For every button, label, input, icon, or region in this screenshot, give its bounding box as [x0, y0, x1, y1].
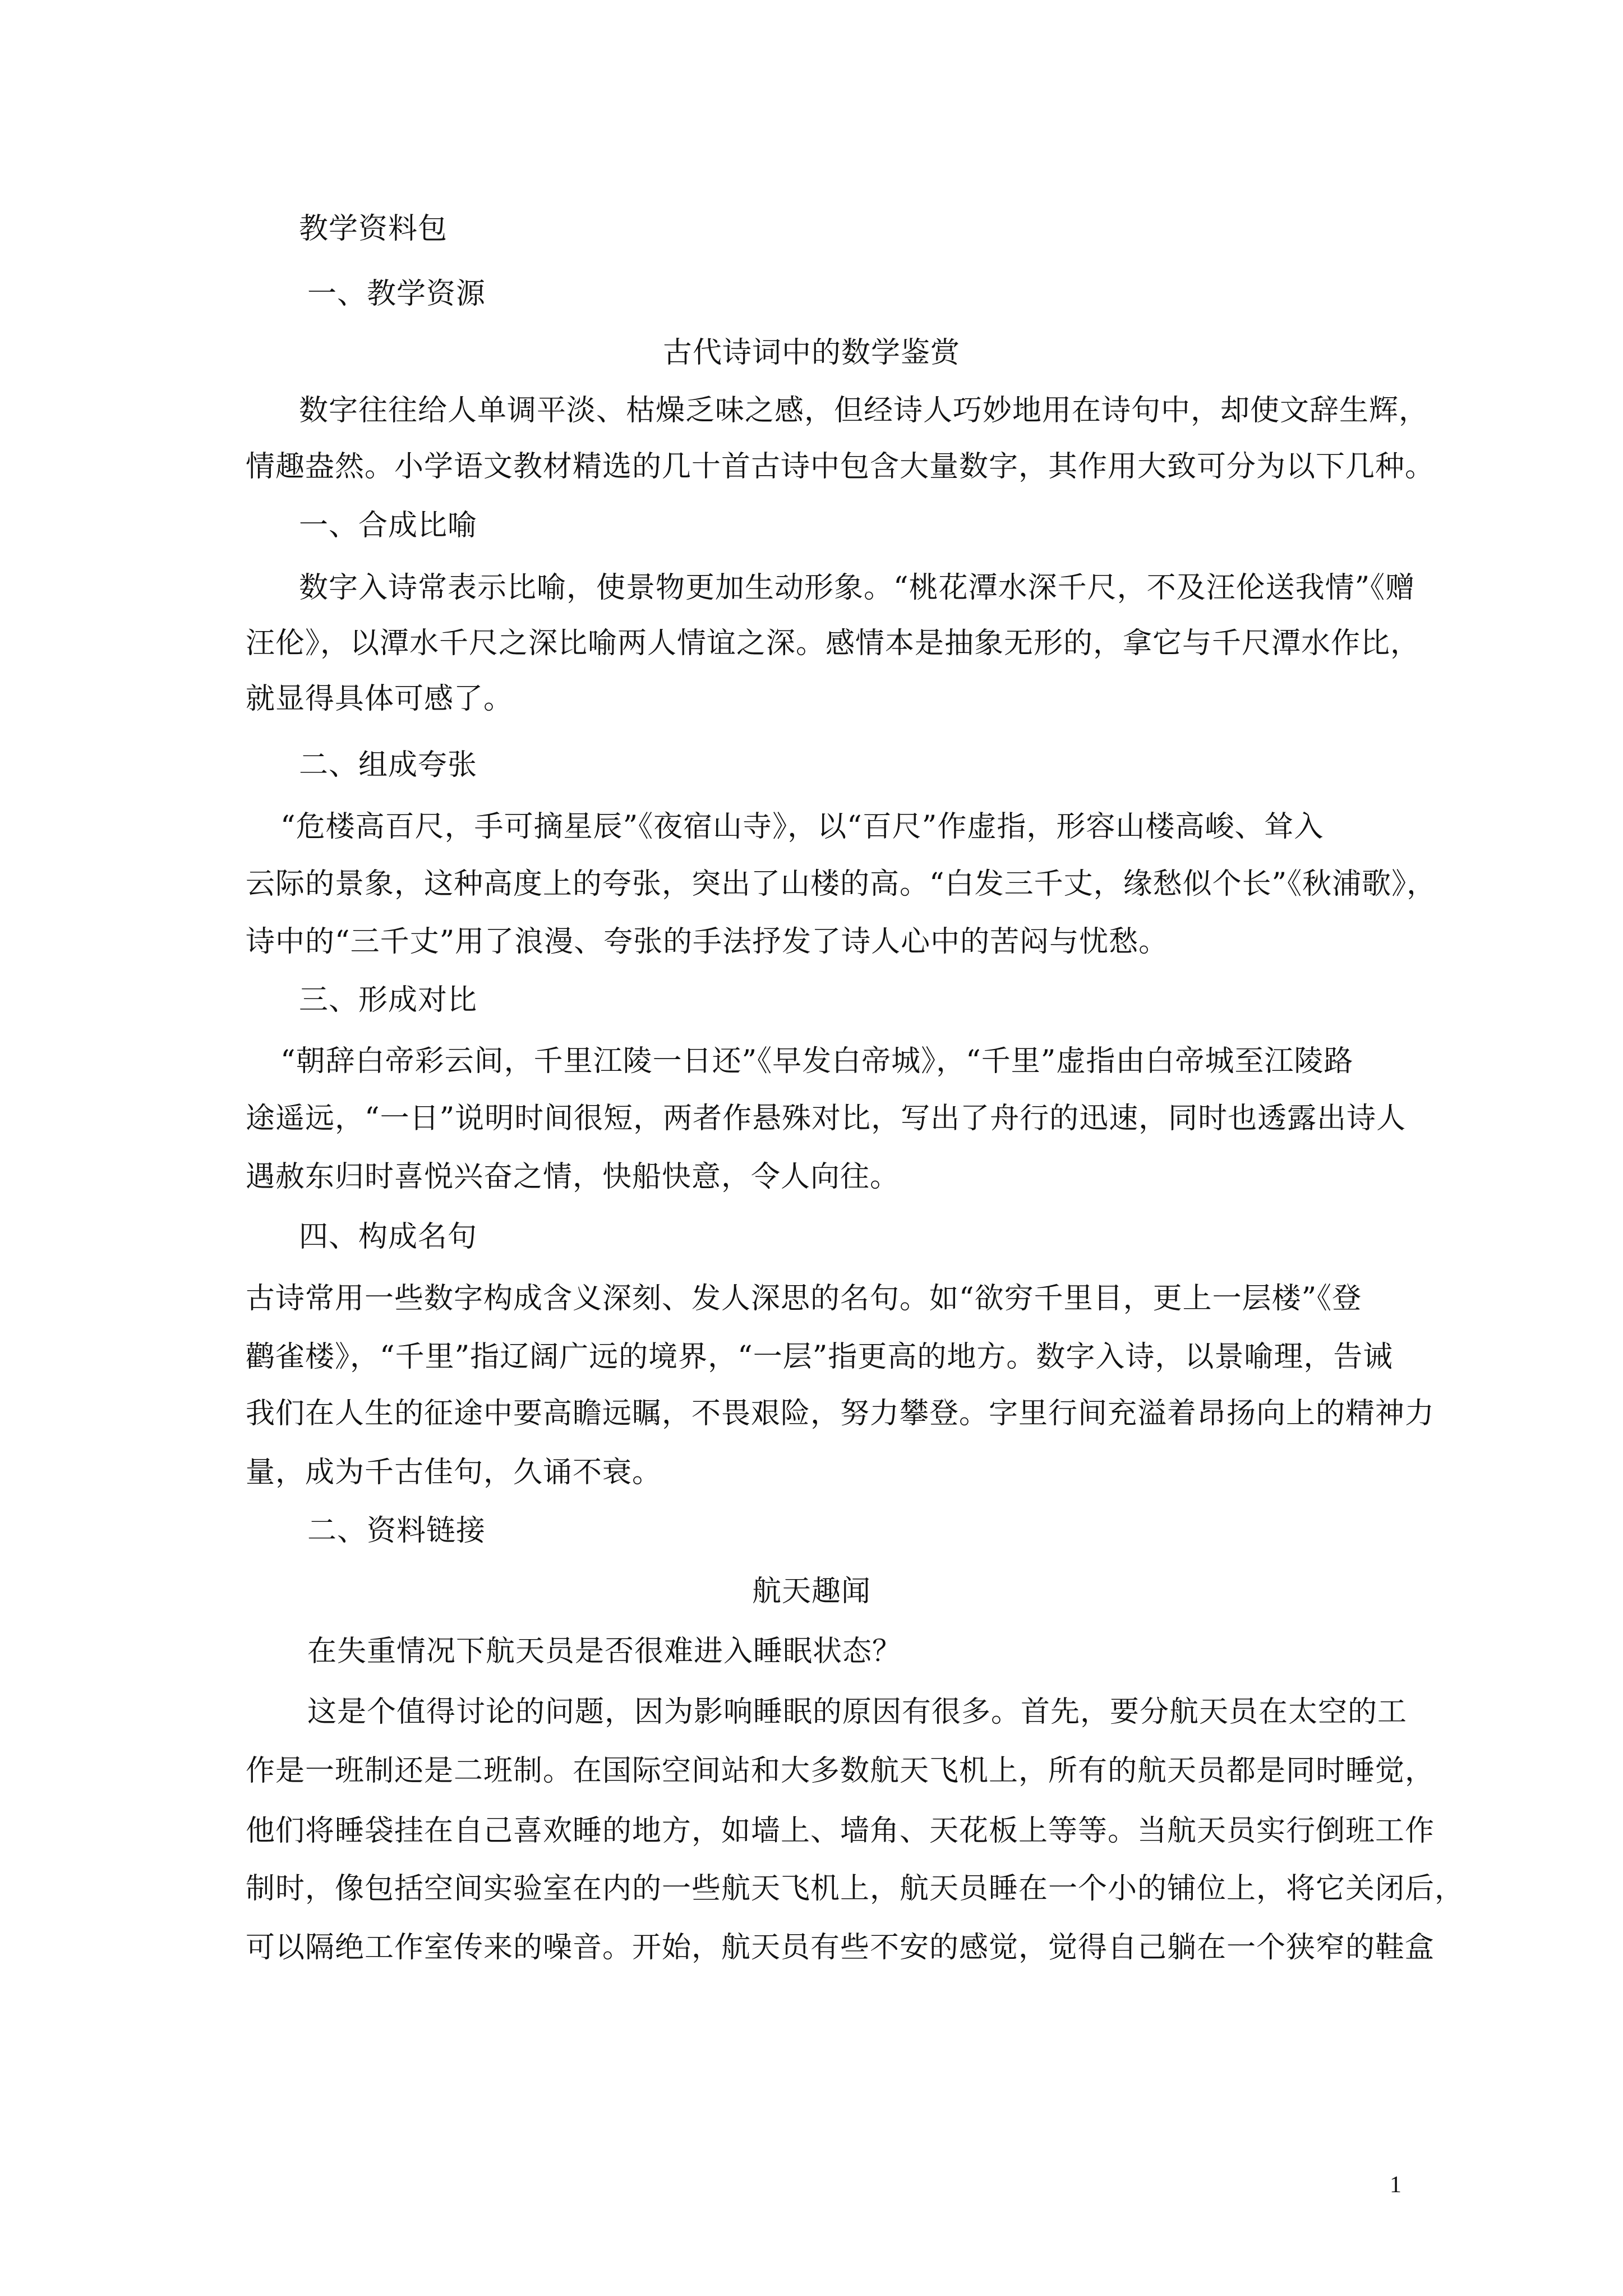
paragraph-line: 汪伦》，以潭水千尺之深比喻两人情谊之深。感情本是抽象无形的，拿它与千尺潭水作比， — [246, 627, 1421, 660]
paragraph-line: 云际的景象，这种高度上的夸张，突出了山楼的高。“白发三千丈，缘愁似个长”《秋浦歌》， — [246, 867, 1437, 901]
subheading-famous-lines: 四、构成名句 — [299, 1220, 478, 1254]
paragraph-line: 遇赦东归时喜悦兴奋之情，快船快意，令人向往。 — [246, 1160, 900, 1194]
article-title-poetry-numbers: 古代诗词中的数学鉴赏 — [662, 336, 960, 370]
paragraph-line: “危楼高百尺，手可摘星辰”《夜宿山寺》，以“百尺”作虚指，形容山楼高峻、耸入 — [280, 810, 1324, 844]
paragraph-line: 我们在人生的征途中要高瞻远瞩，不畏艰险，努力攀登。字里行间充溢着昂扬向上的精神力 — [246, 1397, 1435, 1430]
section-heading-resources: 一、教学资源 — [307, 277, 486, 311]
paragraph-line: 诗中的“三千丈”用了浪漫、夸张的手法抒发了诗人心中的苦闷与忧愁。 — [246, 925, 1169, 959]
paragraph-line: 情趣盎然。小学语文教材精选的几十首古诗中包含大量数字，其作用大致可分为以下几种。 — [246, 450, 1435, 484]
paragraph-line: 数字往往给人单调平淡、枯燥乏味之感，但经诗人巧妙地用在诗句中，却使文辞生辉， — [299, 394, 1429, 427]
question-line: 在失重情况下航天员是否很难进入睡眠状态？ — [307, 1635, 902, 1668]
paragraph-line: 途遥远，“一日”说明时间很短，两者作悬殊对比，写出了舟行的迅速，同时也透露出诗人 — [246, 1102, 1407, 1135]
paragraph-line: 数字入诗常表示比喻，使景物更加生动形象。“桃花潭水深千尺，不及汪伦送我情”《赠 — [299, 571, 1415, 605]
paragraph-line: 制时，像包括空间实验室在内的一些航天飞机上，航天员睡在一个小的铺位上，将它关闭后， — [246, 1872, 1465, 1906]
subheading-metaphor: 一、合成比喻 — [299, 509, 478, 542]
paragraph-line: 可以隔绝工作室传来的噪音。开始，航天员有些不安的感觉，觉得自己躺在一个狭窄的鞋盒 — [246, 1931, 1435, 1964]
paragraph-line: 古诗常用一些数字构成含义深刻、发人深思的名句。如“欲穷千里目，更上一层楼”《登 — [246, 1282, 1362, 1315]
paragraph-line: 鹳雀楼》，“千里”指辽阔广远的境界，“一层”指更高的地方。数字入诗，以景喻理，告诫 — [246, 1340, 1393, 1374]
section-heading-links: 二、资料链接 — [307, 1514, 486, 1548]
paragraph-line: 作是一班制还是二班制。在国际空间站和大多数航天飞机上，所有的航天员都是同时睡觉， — [246, 1754, 1435, 1788]
page-number: 1 — [1390, 2172, 1401, 2198]
paragraph-line: 这是个值得讨论的问题，因为影响睡眠的原因有很多。首先，要分航天员在太空的工 — [307, 1695, 1408, 1729]
paragraph-line: 他们将睡袋挂在自己喜欢睡的地方，如墙上、墙角、天花板上等等。当航天员实行倒班工作 — [246, 1814, 1435, 1848]
article-title-space-news: 航天趣闻 — [751, 1575, 871, 1608]
subheading-contrast: 三、形成对比 — [299, 983, 478, 1017]
paragraph-line: 量，成为千古佳句，久诵不衰。 — [246, 1456, 662, 1489]
paragraph-line: 就显得具体可感了。 — [246, 682, 514, 716]
document-header: 教学资料包 — [299, 212, 448, 246]
paragraph-line: “朝辞白帝彩云间，千里江陵一日还”《早发白帝城》，“千里”虚指由白帝城至江陵路 — [280, 1045, 1354, 1078]
subheading-exaggeration: 二、组成夸张 — [299, 748, 478, 782]
